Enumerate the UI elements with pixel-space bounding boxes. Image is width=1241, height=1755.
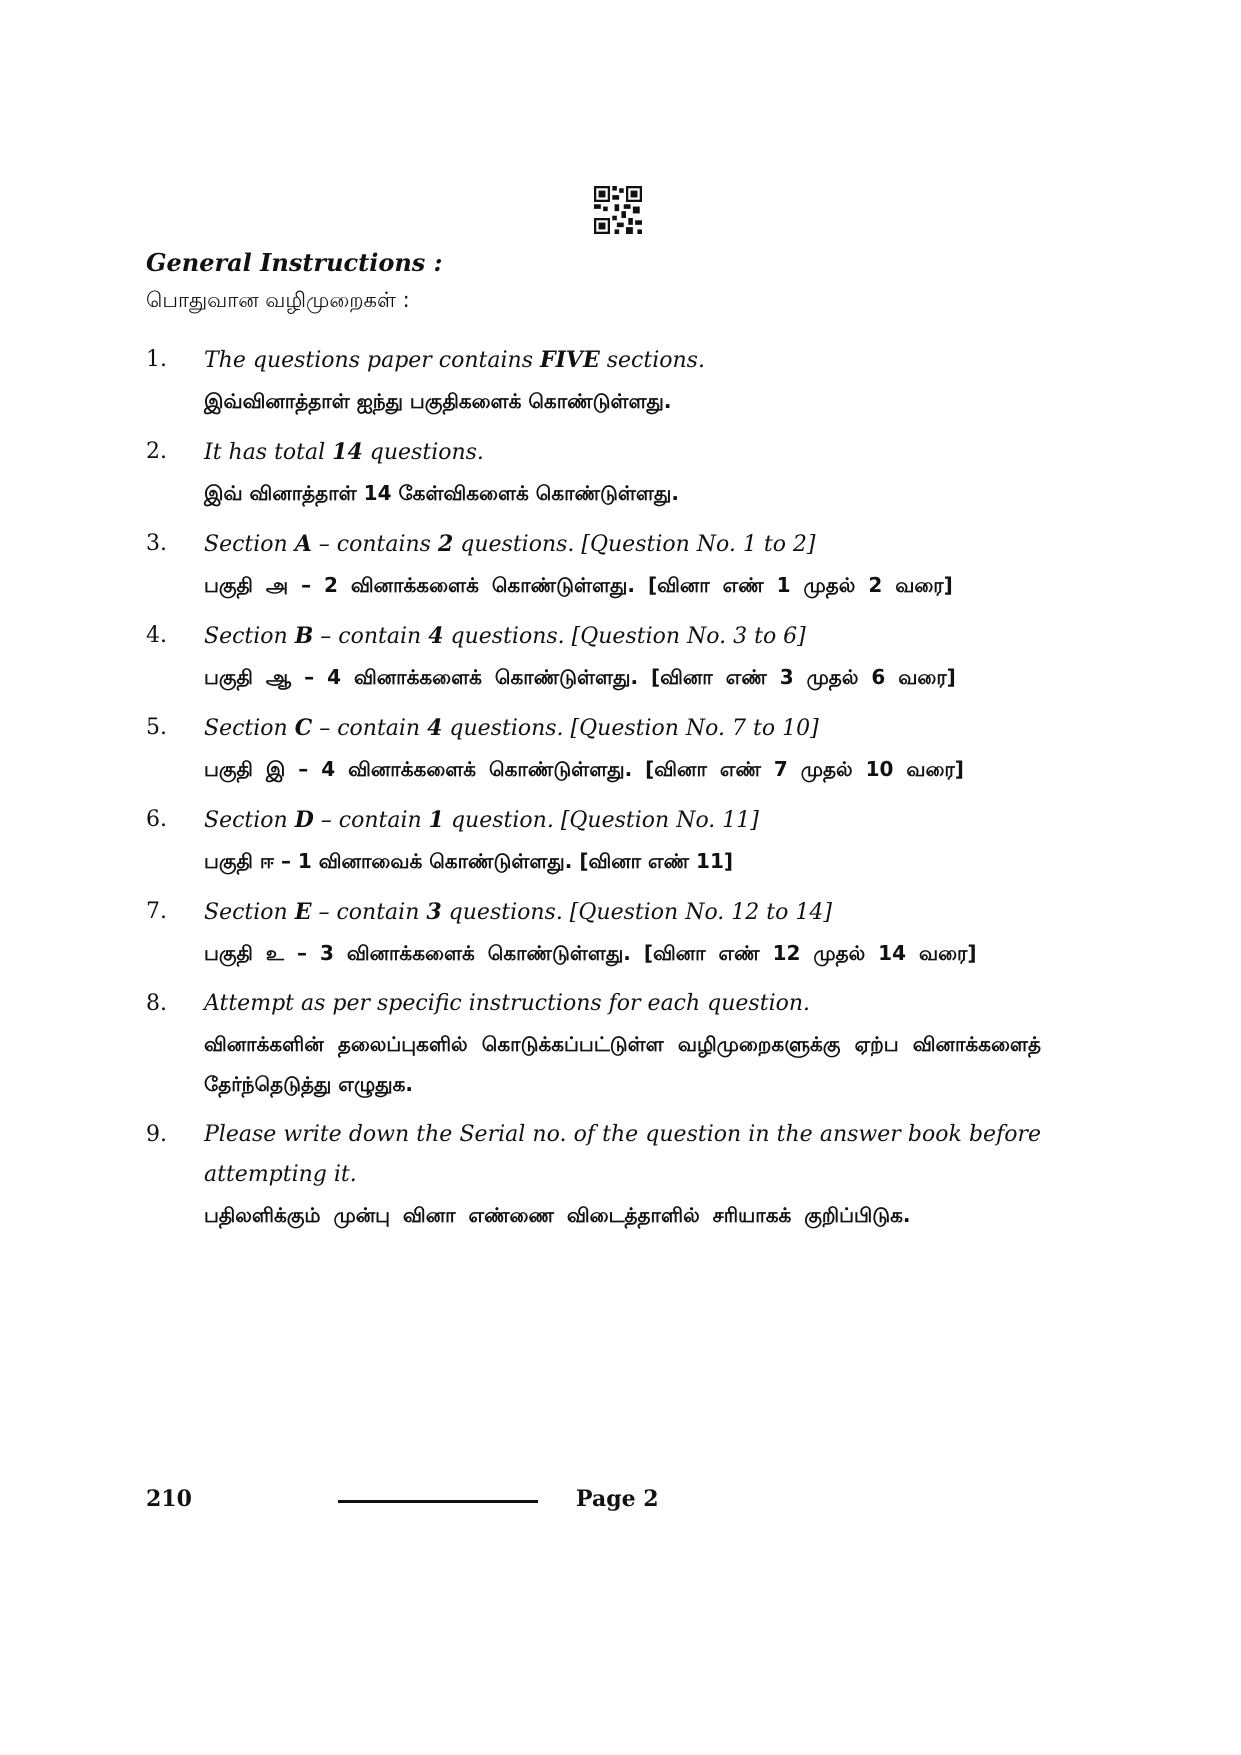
instruction-item [146,984,1041,1104]
paper-code: 210 [146,1486,192,1512]
instruction-english: Section D – contain 1 question. [Question No. 11] [204,807,759,833]
instruction-number: 9. [146,1122,167,1147]
general-instructions-heading-tamil: பொதுவான வழிமுறைகள் : [146,288,410,312]
instructions-list [146,340,1041,1246]
instruction-item [146,708,1041,789]
instruction-tamil: பகுதி அ – 2 வினாக்களைக் கொண்டுள்ளது. [வினா எண் 1 முதல் 2 வரை] [204,573,953,597]
instruction-tamil: வினாக்களின் தலைப்புகளில் கொடுக்கப்பட்டுள்ள வழிமுறைகளுக்கு ஏற்ப வினாக்களைத் தேர்ந்தெடுத்து எழுதுக. [204,1032,1041,1096]
instruction-item [146,432,1041,513]
instruction-item [146,524,1041,605]
instruction-tamil: பகுதி இ – 4 வினாக்களைக் கொண்டுள்ளது. [வினா எண் 7 முதல் 10 வரை] [204,757,964,781]
instruction-tamil: இவ் வினாத்தாள் 14 கேள்விகளைக் கொண்டுள்ளது. [204,481,679,505]
instruction-english: Section B – contain 4 questions. [Question No. 3 to 6] [204,623,806,649]
instruction-tamil: பகுதி ஈ – 1 வினாவைக் கொண்டுள்ளது. [வினா எண் 11] [204,849,734,873]
page-number: Page 2 [576,1486,659,1512]
instruction-english: Attempt as per specific instructions for each question. [204,991,811,1016]
instruction-number: 5. [146,715,167,740]
instruction-tamil: பகுதி உ – 3 வினாக்களைக் கொண்டுள்ளது. [வினா எண் 12 முதல் 14 வரை] [204,941,977,965]
instruction-item [146,340,1041,421]
instruction-english: Section E – contain 3 questions. [Question No. 12 to 14] [204,899,832,925]
instruction-english: Section A – contains 2 questions. [Question No. 1 to 2] [204,531,816,557]
instruction-english: It has total 14 questions. [204,439,484,465]
instruction-number: 6. [146,807,167,832]
instruction-item [146,616,1041,697]
instruction-number: 8. [146,991,167,1016]
instruction-english: The questions paper contains FIVE sections. [204,347,705,373]
instruction-item [146,892,1041,973]
footer-divider [338,1500,538,1503]
instruction-number: 2. [146,439,167,464]
instruction-number: 3. [146,531,167,556]
instruction-english: Please write down the Serial no. of the question in the answer book before attempting it. [204,1122,1041,1187]
instruction-tamil: பகுதி ஆ – 4 வினாக்களைக் கொண்டுள்ளது. [வினா எண் 3 முதல் 6 வரை] [204,665,956,689]
instruction-item [146,800,1041,881]
instruction-tamil: இவ்வினாத்தாள் ஐந்து பகுதிகளைக் கொண்டுள்ளது. [204,389,672,413]
qr-code-icon [594,186,642,234]
instruction-number: 7. [146,899,167,924]
instruction-number: 1. [146,347,167,372]
instruction-english: Section C – contain 4 questions. [Question No. 7 to 10] [204,715,819,741]
general-instructions-heading: General Instructions : [146,248,443,277]
instruction-number: 4. [146,623,167,648]
instruction-tamil: பதிலளிக்கும் முன்பு வினா எண்ணை விடைத்தாளில் சரியாகக் குறிப்பிடுக. [204,1203,911,1227]
instruction-item [146,1115,1041,1235]
